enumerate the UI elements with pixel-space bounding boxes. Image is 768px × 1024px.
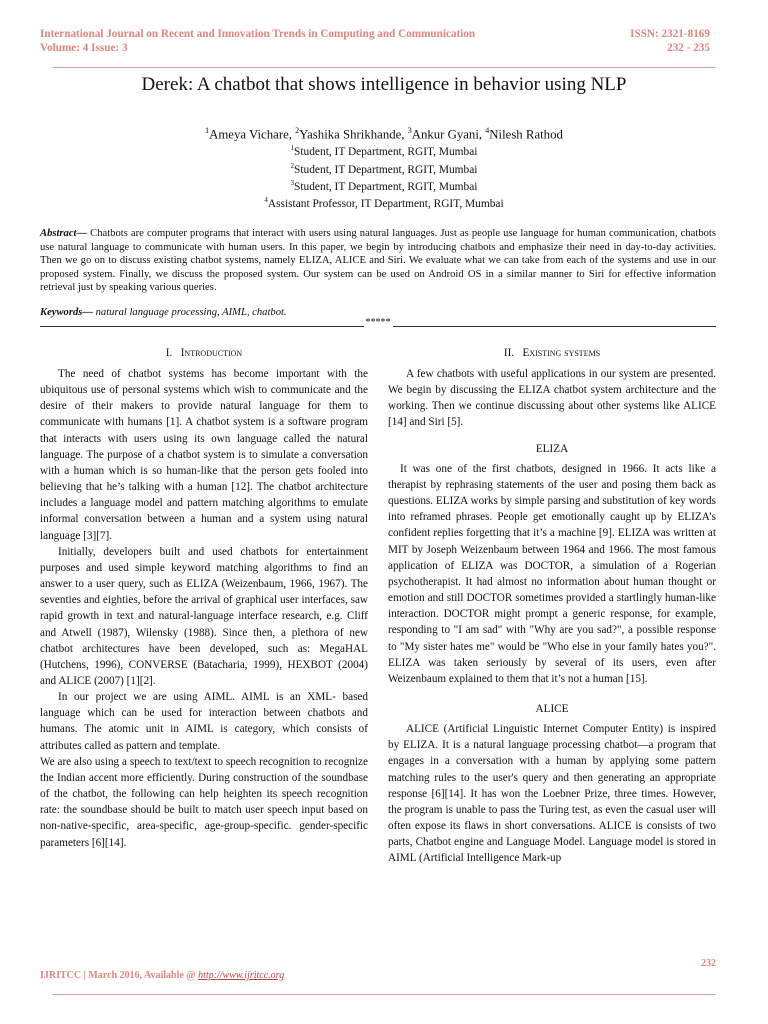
right-column <box>388 346 716 867</box>
paragraph: ALICE (Artificial Linguistic Internet Computer Entity) is inspired by ELIZA. It is a natural language processing chatbot—a program that engages in a conversation with a human by applying some pattern matching rules to the user's query and then generating an appropriate response [6][14]. It has won the Loebner Prize, three times. However, the program is unable to pass the Turing test, as even the casual user will often expose its flaws in short conversations. ALICE is consists of two parts, Chatbot engine and Language Model. Language model is stored in AIML (Artificial Intelligence Mark-up <box>388 723 716 865</box>
paragraph: We are also using a speech to text/text to speech recognition to recognize the Indian accent more efficiently. During construction of the soundbase of the chatbot, the following can help heighten its speech recognition rate: the soundbase should be built to match user speech input based on non-native-specific, area-specific, age-group-specific. gender-specific parameters [6][14]. <box>40 755 368 849</box>
author-num: 1 <box>205 126 210 135</box>
section-title: Existing systems <box>522 347 601 359</box>
affiliation-num: 1 <box>290 144 295 153</box>
affiliation <box>0 142 768 159</box>
section-number: I. <box>165 347 173 359</box>
abstract-text: Chatbots are computer programs that interact with users using natural languages. Just as people use language for human communication, chatbots use natural language to communicate with human users. In this paper, we begin by introducing chatbots and emphasize their need in day-to-day activities. Then we go on to discuss existing chatbot systems, namely ELIZA, ALICE and Siri. We evaluate what we can take from each of the systems and use in our proposed system. Finally, we discuss the proposed system. Our system can be used on Android OS in a similar manner to Siri for effective information retrieval just by speaking various queries. <box>40 228 716 294</box>
paragraph: In our project we are using AIML. AIML is an XML- based language which can be used for interaction between chatbots and humans. The atomic unit in AIML is category, which consists of attributes called as pattern and template. <box>40 691 368 752</box>
paragraph: It was one of the first chatbots, designed in 1966. It acts like a therapist by rephrasing statements of the user and posing them back as questions. ELIZA works by simple parsing and substitution of key words into reframed phrases. People get emotionally caught up by ELIZA’s confident replies forgetting that it’s a machine [9]. ELIZA was written at MIT by Joseph Weizenbaum between 1964 and 1966. The most famous application of ELIZA was DOCTOR, a simulation of a Rogerian psychotherapist. It had almost no information about human thought or emotion and still DOCTOR sometimes provided a startlingly human-like interaction. DOCTOR might prompt a generic response, for example, responding to "I am sad" with "Why are you sad?", a possible response to "My sister hates me" would be "Who else in your family hates you?". ELIZA was taken seriously by several of its users, even after Weizenbaum explained to them that it’s not a human [15]. <box>388 462 716 685</box>
footer-label: IJRITCC | March 2016, Available @ <box>40 970 199 981</box>
author-name: Nilesh Rathod <box>489 127 563 142</box>
separator-stars: ***** <box>365 317 391 328</box>
separator-line <box>393 319 717 327</box>
abstract-label: Abstract— <box>40 228 88 239</box>
affiliation <box>0 194 768 211</box>
journal-header <box>40 27 475 55</box>
keywords-text: natural language processing, AIML, chatbot. <box>92 307 287 318</box>
affiliation-num: 3 <box>290 179 295 188</box>
author-num: 3 <box>407 126 412 135</box>
section-title: Introduction <box>180 347 243 359</box>
page-range: 232 - 235 <box>667 42 710 54</box>
journal-name: International Journal on Recent and Innovation Trends in Computing and Communication <box>40 28 476 40</box>
author-block <box>0 123 768 212</box>
author-num: 4 <box>485 126 490 135</box>
affiliation-text: Student, IT Department, RGIT, Mumbai <box>294 163 478 176</box>
section-heading <box>388 346 716 360</box>
footer-text <box>40 970 284 982</box>
paper-title: Derek: A chatbot that shows intelligence in behavior using NLP <box>141 74 627 95</box>
keywords-label: Keywords— <box>40 307 93 318</box>
affiliation-num: 4 <box>264 196 268 205</box>
affiliation-text: Student, IT Department, RGIT, Mumbai <box>294 180 478 193</box>
separator-line <box>40 319 364 327</box>
left-column <box>40 346 368 851</box>
page-number: 232 <box>701 958 716 969</box>
section-heading <box>40 346 368 360</box>
author-name: Ameya Vichare, <box>209 127 296 142</box>
issn: ISSN: 2321-8169 <box>630 28 710 40</box>
affiliation <box>0 177 768 194</box>
section-number: II. <box>503 347 515 359</box>
issn-header <box>630 27 710 55</box>
affiliation <box>0 160 768 177</box>
subsection-heading: ELIZA <box>535 442 569 455</box>
subsection-heading: ALICE <box>535 702 569 715</box>
paragraph: A few chatbots with useful applications in our system are presented. We begin by discussing the ELIZA chatbot system architecture and the working. Then we continue discussing about other systems like ALICE [14] and Siri [5]. <box>388 368 716 429</box>
abstract <box>40 227 716 295</box>
header-rule <box>52 67 716 68</box>
affiliation-num: 2 <box>290 161 295 170</box>
section-separator <box>40 317 716 328</box>
author-num: 2 <box>295 126 300 135</box>
affiliation-text: Assistant Professor, IT Department, RGIT, Mumbai <box>267 198 504 211</box>
journal-volume: Volume: 4 Issue: 3 <box>40 42 128 54</box>
paragraph: The need of chatbot systems has become important with the ubiquitous use of personal systems which wish to communicate and the desire of their makers to provide natural language for them to communicate with humans [1]. A chatbot system is a software program that interacts with users using its own language called the natural language. The purpose of a chatbot system is to simulate a conversation with a human which is so human-like that the person gets fooled into believing that he’s talking with a human [12]. The chatbot architecture includes a language model and pattern matching algorithms to emulate informal conversation between a human and a system using natural language [3][7]. <box>40 368 368 542</box>
affiliation-text: Student, IT Department, RGIT, Mumbai <box>294 146 478 159</box>
paragraph: Initially, developers built and used chatbots for entertainment purposes and used simple keyword matching algorithms to find an answer to a user query, such as ELIZA (Weizenbaum, 1966, 1967). The seventies and eighties, before the arrival of graphical user interfaces, saw rapid growth in text and natural-language interface research, e.g. Cliff and Atwell (1987), Wilensky (1988). Since then, a plethora of new chatbot architectures have been developed, such as: MegaHAL (Hutchens, 1996), CONVERSE (Batacharia, 1999), HEXBOT (2004) and ALICE (2007) [1][2]. <box>40 545 368 687</box>
author-name: Ankur Gyani, <box>411 127 486 142</box>
author-list <box>0 123 768 142</box>
author-name: Yashika Shrikhande, <box>299 127 408 142</box>
footer-rule <box>52 994 716 995</box>
footer-link[interactable]: http://www.ijritcc.org <box>198 970 285 981</box>
